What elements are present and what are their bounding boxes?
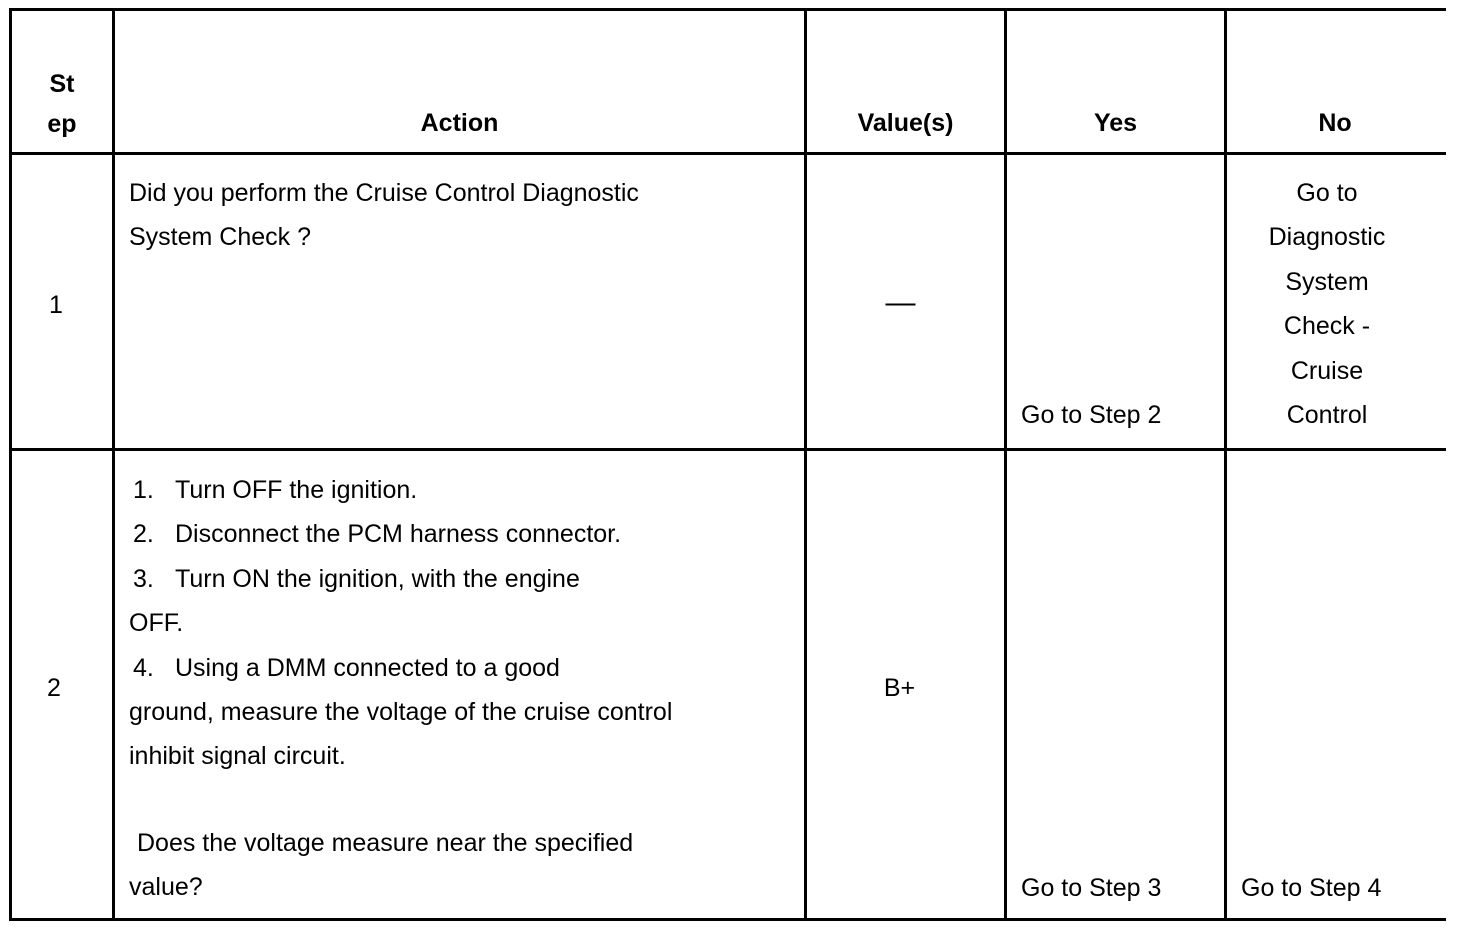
action-list-item: 4. Using a DMM connected to a good (133, 653, 560, 682)
header-step (12, 64, 112, 144)
row2-value: B+ (883, 674, 916, 702)
action-list-item: 3. Turn ON the ignition, with the engine (133, 564, 580, 593)
action-question: Does the voltage measure near the specified (137, 828, 634, 857)
action-list-item: 2. Disconnect the PCM harness connector. (133, 520, 622, 549)
row1-yes: Go to Step 2 (1021, 401, 1162, 429)
header-no: No (1318, 109, 1352, 137)
row-divider (12, 152, 1446, 155)
row2-yes: Go to Step 3 (1021, 874, 1162, 902)
row2-no: Go to Step 4 (1241, 874, 1382, 902)
action-list-item: 1. Turn OFF the ignition. (133, 476, 418, 504)
row1-no-line: Diagnostic (1268, 223, 1386, 252)
header-values: Value(s) (857, 109, 954, 137)
action-question: value? (129, 873, 203, 902)
header-step-line1: St (49, 70, 75, 98)
row1-no-line: Cruise (1290, 356, 1364, 385)
col-divider (1004, 11, 1007, 918)
row2-action (129, 468, 801, 910)
action-list-item-continuation: inhibit signal circuit. (129, 742, 346, 771)
row1-no-line: Go to (1296, 179, 1358, 207)
header-yes: Yes (1093, 109, 1138, 137)
diagnostic-table (9, 8, 1446, 921)
action-list-item-continuation: ground, measure the voltage of the cruise control (129, 698, 673, 727)
row1-action-line: System Check ? (129, 223, 312, 252)
row1-no-line: System (1285, 267, 1369, 296)
row2-step: 2 (47, 674, 61, 702)
col-divider (112, 11, 115, 918)
header-action: Action (420, 109, 499, 137)
row1-step: 1 (49, 291, 63, 319)
header-step-line2: ep (47, 110, 77, 138)
row1-no (1227, 171, 1427, 437)
col-divider (1224, 11, 1227, 918)
row1-action (129, 171, 799, 260)
row1-no-line: Check - (1283, 312, 1371, 341)
row1-no-line: Control (1286, 401, 1368, 430)
col-divider (804, 11, 807, 918)
row1-value: — (885, 286, 916, 319)
row1-action-line: Did you perform the Cruise Control Diagnostic (129, 179, 639, 207)
action-list-item-continuation: OFF. (129, 609, 184, 638)
row-divider (12, 448, 1446, 451)
